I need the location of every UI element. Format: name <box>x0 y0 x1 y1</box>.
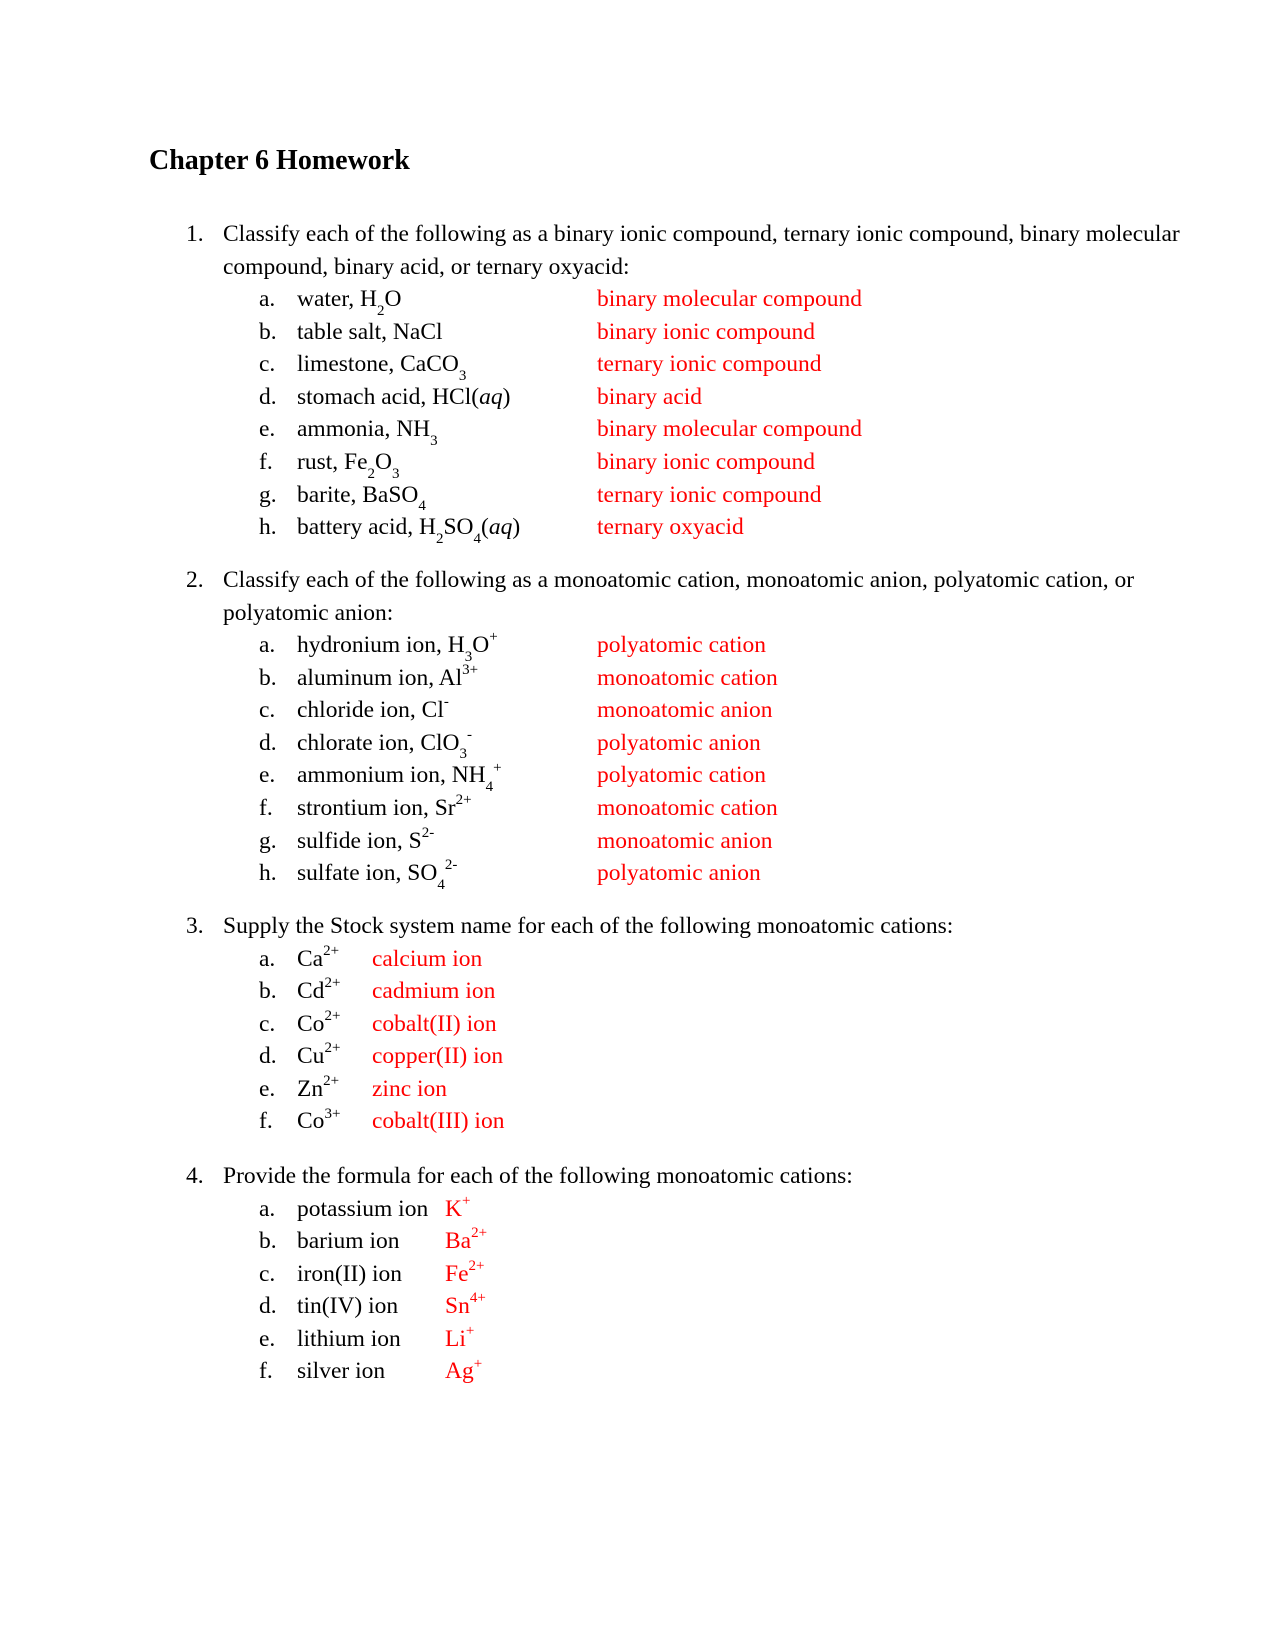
question-text: Supply the Stock system name for each of the following monoatomic cations: <box>223 913 954 939</box>
question-text: Classify each of the following as a monoatomic cation, monoatomic anion, polyatomic cation, or polyatomic anion: <box>223 567 1135 626</box>
list-item: c. limestone, CaCO$_3$ ternary ionic compound <box>186 348 1186 381</box>
answer: K+ <box>445 1192 471 1222</box>
list-item: e. ammonium ion, $NH_4^+$ polyatomic cation <box>259 759 767 796</box>
question-number: 4. <box>186 1163 204 1189</box>
list-item: b. aluminum ion, $Al^{3+}$ monoatomic cation <box>186 662 1186 695</box>
answer: binary molecular compound <box>597 416 862 443</box>
list-item: h. battery acid, $H_2SO_4(aq)$ ternary oxyacid <box>186 511 1186 544</box>
list-item: b. barium ion $Ba^{2+}$ <box>186 1225 1186 1258</box>
answer: zinc ion <box>372 1075 448 1102</box>
answer: polyatomic cation <box>597 762 767 789</box>
answer: binary molecular compound <box>597 286 862 312</box>
list-item: c. chloride ion, Cl- monoatomic anion <box>186 694 1186 727</box>
list-item: a. water, $H_2O$ binary molecular compound <box>186 283 1186 316</box>
answer: polyatomic cation <box>597 632 767 658</box>
question-number: 1. <box>186 221 204 247</box>
answer: ternary ionic compound <box>597 351 822 378</box>
list-item: b. $Cd^{2+}$ cadmium ion <box>186 975 1186 1008</box>
answer: polyatomic anion <box>597 860 761 887</box>
list-item: g. barite, BaSO$_4$ ternary ionic compound <box>186 479 1186 512</box>
list-item: d. chlorate ion, ClO$_3$- polyatomic anion <box>259 726 761 763</box>
list-item: a. hydronium ion, $H_3O^+$ polyatomic cation <box>259 629 767 665</box>
answer: monoatomic anion <box>597 827 773 854</box>
list-item: c. $Co^{2+}$ cobalt(II) ion <box>186 1008 1186 1041</box>
list-item: e. ammonia, $NH_3$ binary molecular compound <box>186 413 1186 446</box>
list-item: f. rust, $Fe_2O_3$ binary ionic compound <box>186 446 1186 479</box>
list-item: f. $Co^{3+}$ cobalt(III) ion <box>186 1105 1186 1138</box>
list-item: d. stomach acid, HCl(aq) binary acid <box>186 381 1186 414</box>
answer: cobalt(II) ion <box>372 1010 497 1037</box>
answer: calcium ion <box>372 945 483 972</box>
answer: monoatomic cation <box>597 664 778 691</box>
answer: cadmium ion <box>372 978 496 1005</box>
question-text: Provide the formula for each of the following monoatomic cations: <box>223 1163 853 1189</box>
question-2 <box>186 564 1186 893</box>
answer: monoatomic anion <box>597 697 773 724</box>
answer: polyatomic anion <box>597 729 761 756</box>
list-item: f. silver ion Ag+ <box>186 1355 1186 1388</box>
list-item: g. sulfide ion, $S^{2-}$ monoatomic anion <box>186 825 1186 858</box>
answer: binary acid <box>597 383 703 410</box>
list-item: c. iron(II) ion $Fe^{2+}$ <box>186 1258 1186 1291</box>
answer: Li+ <box>445 1323 475 1352</box>
question-text: Classify each of the following as a binary ionic compound, ternary ionic compound, binary molecular compound, binary acid, or ternary oxyacid: <box>223 221 1180 280</box>
question-3 <box>186 910 1186 1138</box>
answer: monoatomic cation <box>597 794 778 821</box>
answer: $Fe^{2+}$ <box>445 1257 485 1287</box>
question-number: 3. <box>186 913 204 939</box>
list-item: f. strontium ion, $Sr^{2+}$ monoatomic cation <box>186 792 1186 825</box>
answer: binary ionic compound <box>597 318 815 345</box>
question-1 <box>186 218 1186 547</box>
answer: binary ionic compound <box>597 448 815 475</box>
list-item: a. $Ca^{2+}$ calcium ion <box>186 943 1186 976</box>
question-4 <box>186 1160 1186 1388</box>
list-item: b. table salt, NaCl binary ionic compound <box>186 316 1186 349</box>
answer: ternary oxyacid <box>597 514 744 541</box>
list-item: e. $Zn^{2+}$ zinc ion <box>186 1073 1186 1106</box>
answer: cobalt(III) ion <box>372 1108 505 1135</box>
answer: Ag+ <box>445 1355 483 1385</box>
answer: $Sn^{4+}$ <box>445 1290 486 1320</box>
answer: $Ba^{2+}$ <box>445 1225 488 1255</box>
list-item: e. lithium ion Li+ <box>186 1323 1186 1356</box>
page-title: Chapter 6 Homework <box>149 145 410 176</box>
list-item: a. potassium ion K+ <box>186 1193 1186 1226</box>
answer: ternary ionic compound <box>597 481 822 508</box>
list-item: d. $Cu^{2+}$ copper(II) ion <box>186 1040 1186 1073</box>
list-item: h. sulfate ion, $SO_4^{2-}$ polyatomic anion <box>259 857 761 893</box>
answer: copper(II) ion <box>372 1043 504 1070</box>
list-item: d. tin(IV) ion $Sn^{4+}$ <box>186 1290 1186 1323</box>
question-number: 2. <box>186 567 204 593</box>
